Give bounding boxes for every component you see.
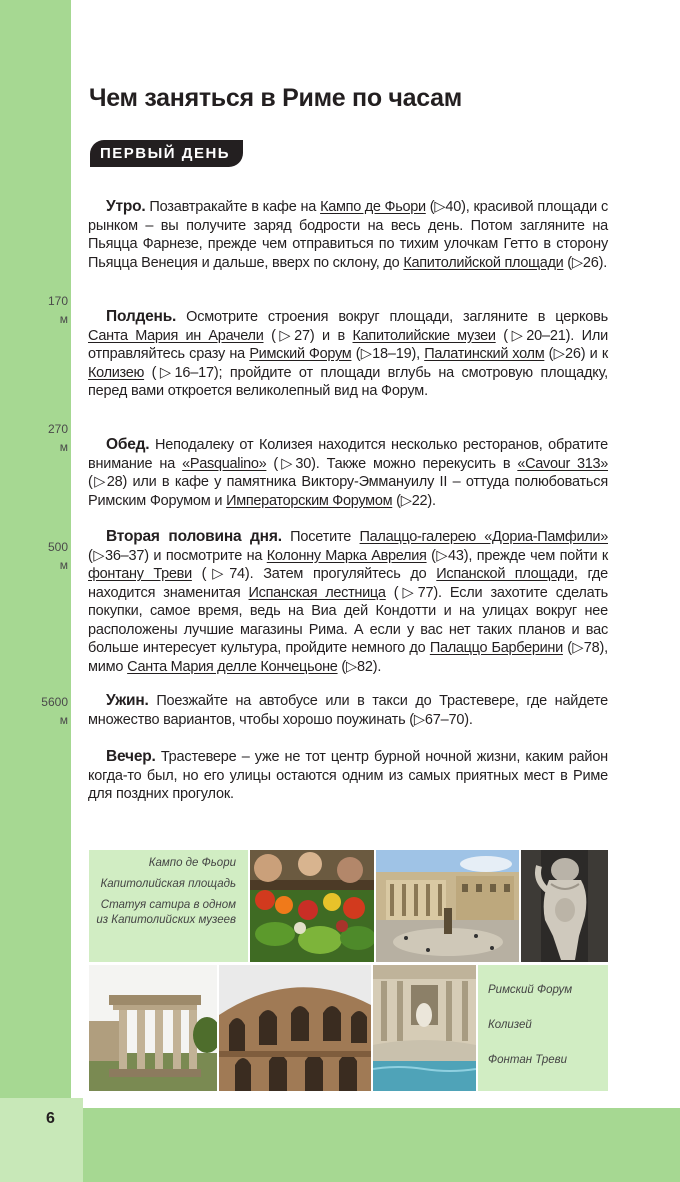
text: . Или отправляйтесь сразу на: [88, 327, 608, 362]
text: .: [432, 492, 436, 509]
page-ref: (▷30): [266, 455, 316, 472]
place-link[interactable]: Испанская лестница: [248, 584, 386, 601]
altitude-marker: [38, 693, 68, 729]
place-link[interactable]: Палатинский холм: [424, 346, 545, 362]
page-ref: (▷36–37): [88, 547, 149, 564]
place-link[interactable]: фонтану Треви: [88, 566, 192, 582]
photo-caption: Капитолийская площадь: [100, 878, 236, 890]
place-link[interactable]: Колонну Марка Аврелия: [266, 547, 427, 564]
place-link[interactable]: Палаццо-галерею «Дориа-Памфили»: [359, 529, 608, 545]
photo-caption: Статуя сатира в одном из Капитолийских музеев: [96, 899, 236, 926]
text: . Затем прогуляйтесь до: [249, 566, 437, 582]
page-ref: (▷78): [562, 640, 605, 656]
section-lead: Вечер.: [106, 748, 156, 765]
page-ref: (▷26): [563, 254, 604, 271]
section-dinner: [88, 692, 608, 729]
altitude-value: 5600: [41, 695, 68, 709]
text: и к: [585, 346, 608, 362]
page-ref: (▷40): [425, 199, 466, 215]
page-ref: (▷74): [191, 566, 250, 582]
altitude-marker: [38, 420, 68, 456]
page-ref: (▷28): [88, 474, 128, 490]
place-link[interactable]: Колизею: [88, 364, 145, 381]
section-lead: Утро.: [106, 198, 146, 215]
place-link[interactable]: Императорским Форумом: [226, 492, 393, 509]
place-link[interactable]: Римский Форум: [249, 346, 352, 362]
photo-caption: Кампо де Фьори: [148, 857, 236, 869]
altitude-unit: м: [59, 440, 68, 454]
page-ref: (▷26): [544, 346, 586, 362]
photo-satyr-statue: [521, 850, 608, 962]
altitude-value: 500: [47, 540, 68, 554]
photo-capitoline-square: [376, 850, 519, 962]
text: Осмотрите строения вокруг площади, загляните в церковь: [176, 309, 608, 325]
text: Посетите: [281, 529, 360, 545]
photo-caption: Колизей: [488, 1019, 532, 1031]
photo-captions-bottom: [478, 965, 608, 1091]
text: Поезжайте на автобусе или в такси до Трастевере, где найдете множество вариантов, чтобы хорошо поужинать (▷67–70).: [88, 693, 608, 728]
altitude-value: 170: [47, 294, 68, 308]
photo-campo-de-fiori: [250, 850, 374, 962]
place-link[interactable]: Санта Мария делле Кончецьоне: [127, 658, 338, 675]
page-title: Чем заняться в Риме по часам: [89, 84, 462, 112]
section-noon: [88, 308, 608, 401]
page-number-box: [0, 1098, 83, 1182]
altitude-marker: [38, 538, 68, 574]
place-link[interactable]: Капитолийские музеи: [352, 327, 496, 344]
text: Неподалеку от Колизея находится несколько ресторанов, обратите внимание на: [88, 437, 608, 472]
photo-caption: Римский Форум: [488, 984, 573, 996]
section-morning: [88, 198, 608, 272]
altitude-unit: м: [59, 713, 68, 727]
section-lead: Полдень.: [106, 308, 177, 325]
photo-colosseum: [219, 965, 371, 1091]
photo-caption: Фонтан Треви: [488, 1054, 568, 1066]
bottom-color-band: [0, 1108, 680, 1182]
page-ref: (▷77): [385, 584, 439, 601]
text: .: [603, 254, 608, 271]
text: . Также можно перекусить в: [315, 455, 518, 472]
place-link[interactable]: «Pasqualino»: [182, 455, 267, 472]
place-link[interactable]: «Cavour 313»: [517, 455, 609, 472]
day-label: ПЕРВЫЙ ДЕНЬ: [90, 140, 243, 167]
page-ref: (▷18–19): [351, 346, 417, 362]
page-number: 6: [46, 1110, 55, 1127]
place-link[interactable]: Кампо де Фьори: [320, 199, 426, 215]
place-link[interactable]: Палаццо Барберини: [429, 640, 563, 656]
text: Позавтракайте в кафе на: [145, 199, 321, 215]
page-ref: (▷22): [392, 492, 433, 509]
text: , мимо: [88, 640, 609, 675]
text: ,: [416, 346, 425, 362]
section-lunch: [88, 436, 608, 510]
section-lead: Вторая половина дня.: [106, 528, 282, 545]
page-ref: (▷16–17): [144, 364, 219, 381]
text: , прежде чем пойти к: [468, 547, 609, 564]
place-link[interactable]: Санта Мария ин Арачели: [88, 327, 264, 344]
text: Трастевере – уже не тот центр бурной ночной жизни, каким район когда-то был, но его улицы остаются одним из самых приятных мест в Риме для поздних прогулок.: [88, 749, 608, 802]
section-evening: [88, 748, 608, 804]
section-lead: Обед.: [106, 436, 150, 453]
place-link[interactable]: Испанской площади: [436, 566, 574, 582]
altitude-value: 270: [47, 422, 68, 436]
photo-roman-forum: [89, 965, 217, 1091]
altitude-marker: [38, 292, 68, 328]
text: , красивой площади с рынком – вы получите заряд бодрости на весь день. Потом загляните на Пьяцца Фарнезе, прежде чем отправиться по тихим улочкам Гетто в сторону Пьяцца Венеция и дальше, вверх по склону, до: [88, 199, 609, 271]
section-lead: Ужин.: [106, 692, 149, 709]
altitude-unit: м: [59, 558, 68, 572]
page-ref: (▷20–21): [495, 327, 571, 344]
photo-trevi-fountain: [373, 965, 476, 1091]
text: , где находится знаменитая: [88, 566, 609, 601]
text: . Если захотите сделать покупки, самое время, ведь на Виа дей Кондотти и на улицах вокруг нее расположены лучшие магазины Рима. А если у вас нет таких планов и вас больше интересует культура, пройдите немного до: [88, 584, 608, 656]
place-link[interactable]: Капитолийской площади: [403, 254, 564, 271]
photo-captions-top: [89, 850, 248, 962]
section-afternoon: [88, 528, 608, 676]
text: .: [377, 658, 382, 675]
text: и посмотрите на: [148, 547, 267, 564]
text: и в: [314, 327, 353, 344]
page-ref: (▷82): [337, 658, 378, 675]
text: или в кафе у памятника Виктору-Эммануилу II – оттуда полюбоваться Римским Форумом и: [88, 474, 608, 509]
page-ref: (▷43): [426, 547, 469, 564]
text: ; пройдите от площади вглубь на смотровую площадку, перед вами откроется великолепный вид на Форум.: [88, 364, 608, 399]
altitude-unit: м: [59, 312, 68, 326]
page-ref: (▷27): [263, 327, 315, 344]
